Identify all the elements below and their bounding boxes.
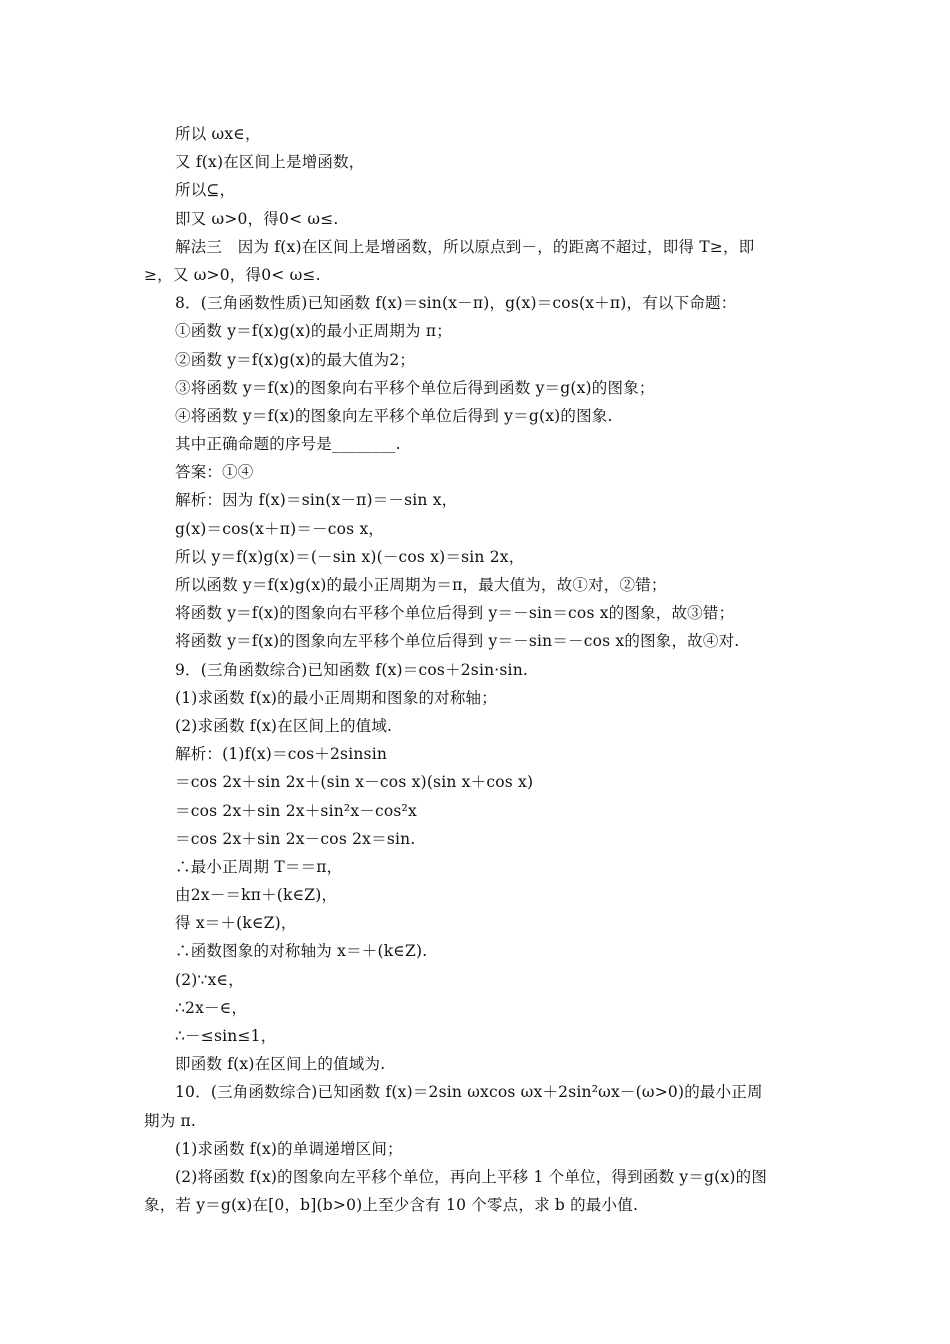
- text-line: 又 f(x)在区间上是增函数，: [175, 153, 365, 172]
- text-line: ≥，又 ω>0，得0< ω≤.: [144, 265, 321, 284]
- text-line: ∴2x－∈，: [175, 998, 248, 1017]
- text-line: 解析：因为 f(x)＝sin(x－π)＝－sin x，: [175, 491, 458, 510]
- text-line: 所以 ωx∈，: [175, 125, 261, 143]
- text-line: 期为 π.: [144, 1111, 197, 1130]
- text-line: ①函数 y＝f(x)g(x)的最小正周期为 π；: [175, 322, 452, 341]
- text-line: ＝cos 2x＋sin 2x＋(sin x－cos x)(sin x＋cos x): [175, 773, 534, 792]
- text-line: 得 x＝＋(k∈Z)，: [175, 914, 297, 933]
- text-line: 解法三 因为 f(x)在区间上是增函数，所以原点到－，的距离不超过，即得 T≥，即: [175, 237, 755, 256]
- text-line: 所以⊆，: [175, 181, 236, 200]
- text-line: 答案：①④: [175, 463, 254, 482]
- text-line: 8．(三角函数性质)已知函数 f(x)＝sin(x－π)，g(x)＝cos(x＋π)，有以下命题：: [175, 294, 737, 313]
- text-line: 由2x－＝kπ＋(k∈Z)，: [175, 886, 338, 905]
- text-line: (1)求函数 f(x)的单调递增区间；: [175, 1139, 403, 1158]
- text-line: 即函数 f(x)在区间上的值域为.: [175, 1055, 386, 1074]
- text-line: 其中正确命题的序号是________.: [175, 435, 401, 454]
- document-body: [144, 120, 815, 1219]
- text-line: ④将函数 y＝f(x)的图象向左平移个单位后得到 y＝g(x)的图象.: [175, 406, 613, 425]
- text-line: (1)求函数 f(x)的最小正周期和图象的对称轴；: [175, 688, 497, 707]
- text-line: ∴最小正周期 T＝＝π，: [175, 857, 343, 876]
- text-line: ＝cos 2x＋sin 2x－cos 2x＝sin.: [175, 829, 416, 848]
- text-line: ∴函数图象的对称轴为 x＝＋(k∈Z).: [175, 942, 428, 961]
- text-line: g(x)＝cos(x＋π)＝－cos x，: [175, 519, 385, 538]
- text-line: (2)将函数 f(x)的图象向左平移个单位，再向上平移 1 个单位，得到函数 y＝g(x)的图: [175, 1167, 768, 1186]
- text-line: ∴－≤sin≤1，: [175, 1027, 277, 1045]
- text-line: 象，若 y＝g(x)在[0，b](b>0)上至少含有 10 个零点，求 b 的最小值.: [144, 1196, 639, 1215]
- text-line: 解析：(1)f(x)＝cos＋2sinsin: [175, 745, 388, 764]
- text-line: 所以函数 y＝f(x)g(x)的最小正周期为＝π，最大值为，故①对，②错；: [175, 576, 667, 594]
- text-line: ②函数 y＝f(x)g(x)的最大值为2；: [175, 350, 416, 369]
- text-line: 所以 y＝f(x)g(x)＝(－sin x)(－cos x)＝sin 2x，: [175, 547, 525, 566]
- text-line: ＝cos 2x＋sin 2x＋sin²x－cos²x: [175, 801, 417, 820]
- text-line: 即又 ω>0，得0< ω≤.: [175, 209, 339, 228]
- text-line: ③将函数 y＝f(x)的图象向右平移个单位后得到函数 y＝g(x)的图象；: [175, 378, 655, 397]
- text-line: 将函数 y＝f(x)的图象向左平移个单位后得到 y＝－sin＝－cos x的图象，故④对.: [175, 632, 740, 651]
- text-line: (2)∵x∈，: [175, 970, 244, 989]
- text-line: (2)求函数 f(x)在区间上的值域.: [175, 716, 393, 735]
- text-line: 10．(三角函数综合)已知函数 f(x)＝2sin ωxcos ωx＋2sin²ωx－(ω>0)的最小正周: [175, 1083, 763, 1102]
- text-line: 9．(三角函数综合)已知函数 f(x)＝cos＋2sin·sin.: [175, 660, 529, 679]
- text-line: 将函数 y＝f(x)的图象向右平移个单位后得到 y＝－sin＝cos x的图象，故③错；: [175, 604, 735, 623]
